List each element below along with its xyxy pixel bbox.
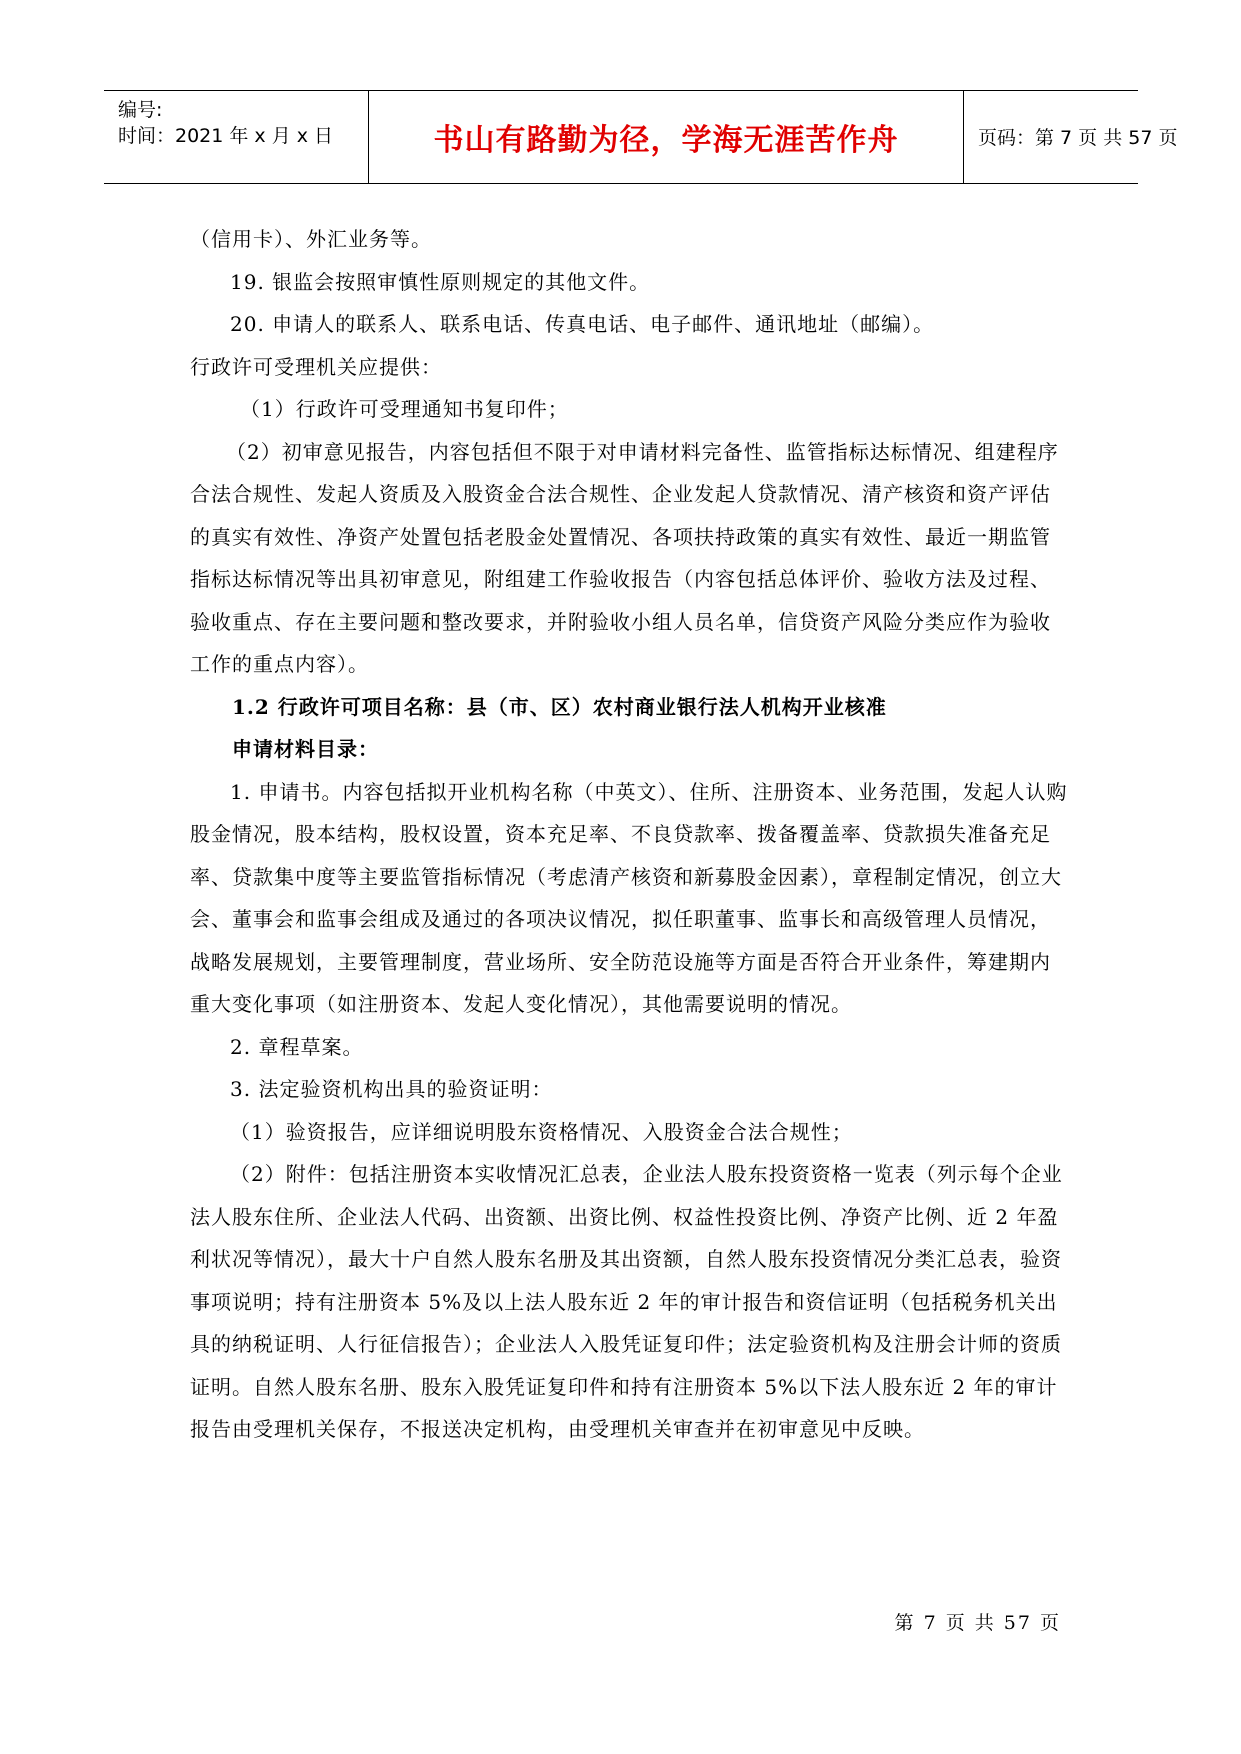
paragraph: （2）初审意见报告，内容包括但不限于对申请材料完备性、监管指标达标情况、组建程序合法合规性、发起人资质及入股资金合法合规性、企业发起人贷款情况、清产核资和资产评估的真实有效性、净资产处置包括老股金处置情况、各项扶持政策的真实有效性、最近一期监管指标达标情况等出具初审意见，附组建工作验收报告（内容包括总体评价、验收方法及过程、验收重点、存在主要问题和整改要求，并附验收小组人员名单，信贷资产风险分类应作为验收工作的重点内容）。 [190,439,1059,676]
paragraph: 行政许可受理机关应提供： [190,354,442,379]
paragraph: 3. 法定验资机构出具的验资证明： [230,1077,553,1101]
header-motto-cell [369,91,964,183]
header-page-cell [964,91,1178,183]
subsection-heading: 申请材料目录： [232,737,379,761]
page-code: 页码：第 7 页 共 57 页 [978,127,1178,149]
section-heading: 1.2 行政许可项目名称：县（市、区）农村商业银行法人机构开业核准 [232,694,887,719]
page-footer: 第 7 页 共 57 页 [894,1612,1061,1634]
paragraph: 20. 申请人的联系人、联系电话、传真电话、电子邮件、通讯地址（邮编）。 [230,312,935,336]
motto-text: 书山有路勤为径，学海无涯苦作舟 [433,123,899,158]
document-body [190,218,1070,1451]
number-label: 编号: [118,99,163,121]
paragraph: （2）附件：包括注册资本实收情况汇总表，企业法人股东投资资格一览表（列示每个企业法人股东住所、企业法人代码、出资额、出资比例、权益性投资比例、净资产比例、近 2 年盈利状况等情况），最大十户自然人股东名册及其出资额，自然人股东投资情况分类汇总表，验资事项说明；持有注册资本 5%及以上法人股东近 2 年的审计报告和资信证明（包括税务机关出具的纳税证明、人行征信报告）；企业法人入股凭证复印件；法定验资机构及注册会计师的资质证明。自然人股东名册、股东入股凭证复印件和持有注册资本 5%以下法人股东近 2 年的审计报告由受理机关保存，不报送决定机构，由受理机关审查并在初审意见中反映。 [190,1162,1063,1441]
paragraph: 2. 章程草案。 [230,1034,364,1059]
time-label: 时间：2021 年 x 月 x 日 [118,125,334,147]
paragraph: （1）行政许可受理通知书复印件； [240,397,569,421]
document-header [104,90,1178,184]
paragraph: （1）验资报告，应详细说明股东资格情况、入股资金合法合规性； [230,1119,853,1144]
header-meta-cell [104,91,369,183]
paragraph: 19. 银监会按照审慎性原则规定的其他文件。 [230,269,651,294]
paragraph: （信用卡）、外汇业务等。 [190,227,432,251]
paragraph: 1. 申请书。内容包括拟开业机构名称（中英文）、住所、注册资本、业务范围，发起人认购股金情况，股本结构，股权设置，资本充足率、不良贷款率、拨备覆盖率、贷款损失准备充足率、贷款集中度等主要监管指标情况（考虑清产核资和新募股金因素），章程制定情况，创立大会、董事会和监事会组成及通过的各项决议情况，拟任职董事、监事长和高级管理人员情况，战略发展规划，主要管理制度，营业场所、安全防范设施等方面是否符合开业条件，筹建期内重大变化事项（如注册资本、发起人变化情况），其他需要说明的情况。 [190,779,1068,1016]
